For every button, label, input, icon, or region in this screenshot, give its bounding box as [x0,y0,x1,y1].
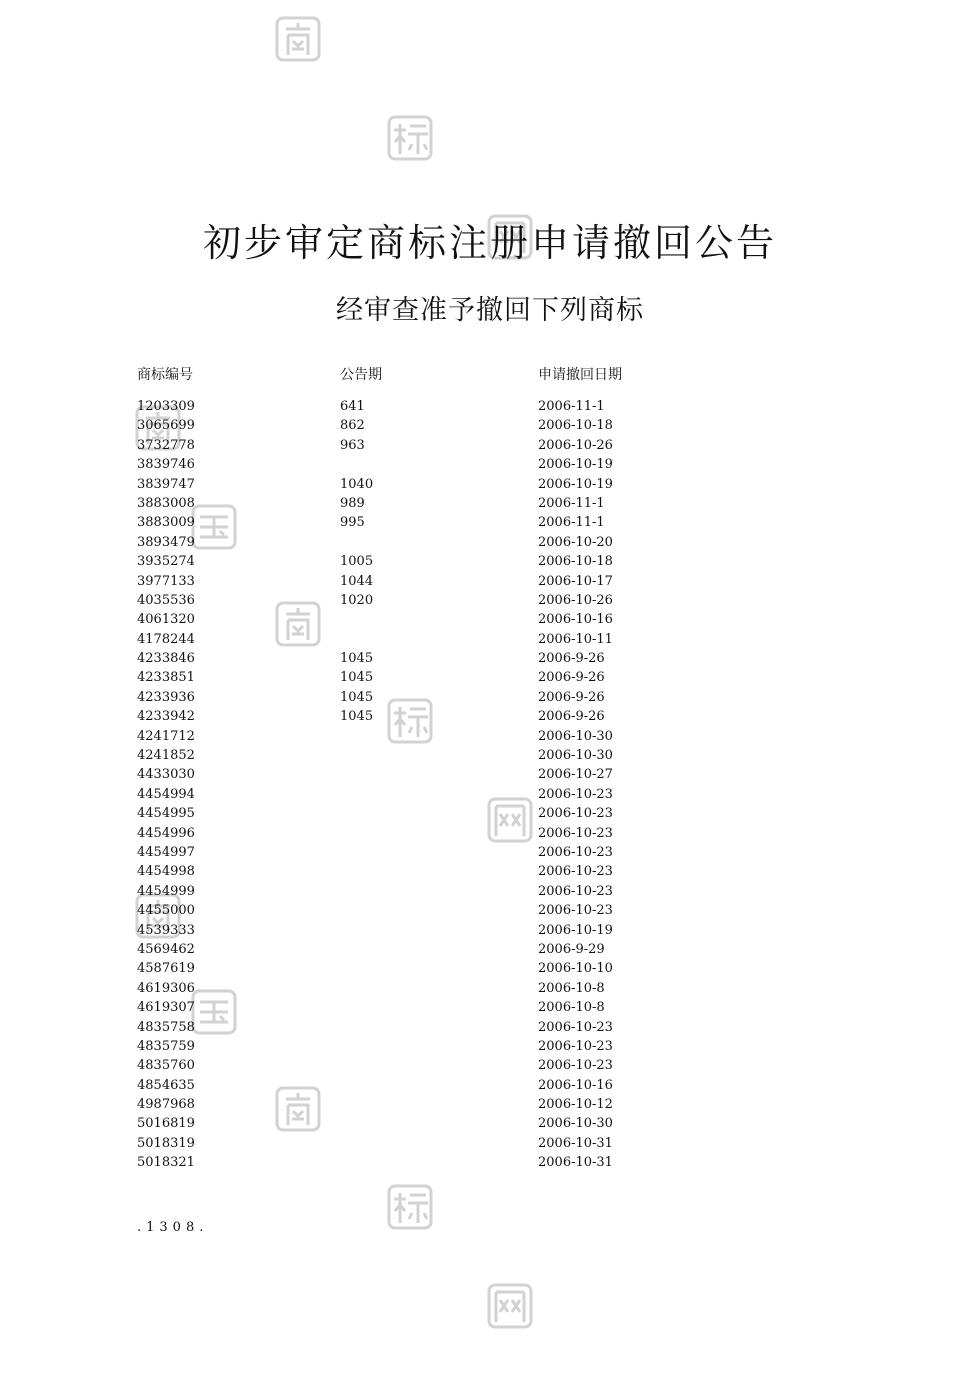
withdraw-date-cell: 2006-10-30 [538,748,613,764]
table-row [0,552,980,571]
withdraw-date-cell: 2006-10-12 [538,1097,613,1113]
mark-number-cell: 4454995 [137,806,195,822]
withdraw-date-cell: 2006-9-26 [538,709,605,725]
announcement-cell: 1045 [340,670,374,686]
mark-number-cell: 3977133 [137,573,195,589]
table-row [0,610,980,629]
column-header-withdraw-date: 申请撤回日期 [538,367,622,383]
watermark-biao-icon [386,1183,434,1231]
withdraw-date-cell: 2006-10-23 [538,864,613,880]
mark-number-cell: 4854635 [137,1077,195,1093]
withdraw-date-cell: 2006-10-30 [538,1116,613,1132]
announcement-cell: 995 [340,515,365,531]
mark-number-cell: 4433030 [137,767,195,783]
mark-number-cell: 4619307 [137,1000,195,1016]
watermark-biao-icon [386,114,434,162]
mark-number-cell: 3065699 [137,418,195,434]
mark-number-cell: 4233936 [137,689,195,705]
mark-number-cell: 3883009 [137,515,195,531]
mark-number-cell: 4454996 [137,825,195,841]
table-row [0,1095,980,1114]
mark-number-cell: 3732778 [137,437,195,453]
mark-number-cell: 4835760 [137,1058,195,1074]
withdraw-date-cell: 2006-11-1 [538,515,605,531]
document-title: 初步审定商标注册申请撤回公告 [202,221,777,265]
table-row [0,1134,980,1153]
table-row [0,494,980,513]
announcement-cell: 1045 [340,709,374,725]
withdraw-date-cell: 2006-10-27 [538,767,613,783]
withdraw-date-cell: 2006-10-30 [538,728,613,744]
table-row [0,416,980,435]
withdraw-date-cell: 2006-10-26 [538,437,613,453]
mark-number-cell: 4233942 [137,709,195,725]
table-row [0,804,980,823]
table-row [0,785,980,804]
mark-number-cell: 4454999 [137,883,195,899]
table-row [0,979,980,998]
mark-number-cell: 3893479 [137,534,195,550]
withdrawal-table [0,397,980,1173]
table-row [0,688,980,707]
table-row [0,572,980,591]
announcement-cell: 641 [340,399,365,414]
table-row [0,455,980,474]
announcement-cell: 1044 [340,573,374,589]
withdraw-date-cell: 2006-10-16 [538,1077,613,1093]
table-row [0,824,980,843]
mark-number-cell: 4539333 [137,922,195,938]
withdraw-date-cell: 2006-10-23 [538,786,613,802]
mark-number-cell: 1203309 [137,399,195,414]
table-row [0,843,980,862]
mark-number-cell: 4619306 [137,980,195,996]
mark-number-cell: 3883008 [137,495,195,511]
table-row [0,921,980,940]
mark-number-cell: 4061320 [137,612,195,628]
table-row [0,1018,980,1037]
table-row [0,1056,980,1075]
announcement-cell: 1020 [340,592,374,608]
withdraw-date-cell: 2006-10-31 [538,1135,613,1151]
column-header-mark-number: 商标编号 [137,367,193,383]
document-subtitle: 经审查准予撤回下列商标 [336,295,644,326]
withdraw-date-cell: 2006-10-26 [538,592,613,608]
table-row [0,649,980,668]
table-row [0,959,980,978]
table-row [0,901,980,920]
page-number: .1308. [137,1220,209,1235]
mark-number-cell: 3935274 [137,554,195,570]
table-row [0,1114,980,1133]
table-row [0,765,980,784]
mark-number-cell: 5016819 [137,1116,195,1132]
withdraw-date-cell: 2006-10-17 [538,573,613,589]
withdraw-date-cell: 2006-10-23 [538,1019,613,1035]
withdraw-date-cell: 2006-10-23 [538,806,613,822]
withdraw-date-cell: 2006-10-23 [538,844,613,860]
withdraw-date-cell: 2006-11-1 [538,495,605,511]
withdraw-date-cell: 2006-10-18 [538,418,613,434]
withdraw-date-cell: 2006-10-10 [538,961,613,977]
table-row [0,513,980,532]
table-row [0,940,980,959]
mark-number-cell: 4835759 [137,1038,195,1054]
withdraw-date-cell: 2006-11-1 [538,399,605,414]
withdraw-date-cell: 2006-10-23 [538,883,613,899]
mark-number-cell: 4455000 [137,903,195,919]
withdraw-date-cell: 2006-10-8 [538,980,605,996]
table-row [0,727,980,746]
mark-number-cell: 4233846 [137,651,195,667]
withdraw-date-cell: 2006-10-23 [538,825,613,841]
table-row [0,707,980,726]
withdraw-date-cell: 2006-10-19 [538,476,613,492]
mark-number-cell: 3839746 [137,457,195,473]
withdraw-date-cell: 2006-10-19 [538,457,613,473]
withdraw-date-cell: 2006-10-31 [538,1155,613,1171]
table-row [0,862,980,881]
mark-number-cell: 5018319 [137,1135,195,1151]
table-row [0,998,980,1017]
announcement-cell: 862 [340,418,365,434]
withdraw-date-cell: 2006-10-19 [538,922,613,938]
withdraw-date-cell: 2006-9-26 [538,651,605,667]
withdraw-date-cell: 2006-9-26 [538,689,605,705]
withdraw-date-cell: 2006-9-26 [538,670,605,686]
withdraw-date-cell: 2006-10-23 [538,903,613,919]
table-row [0,668,980,687]
watermark-wang-icon [486,1282,534,1330]
table-row [0,436,980,455]
announcement-cell: 989 [340,495,365,511]
announcement-cell: 1005 [340,554,374,570]
table-row [0,746,980,765]
mark-number-cell: 4569462 [137,941,195,957]
table-row [0,630,980,649]
withdraw-date-cell: 2006-10-16 [538,612,613,628]
withdraw-date-cell: 2006-9-29 [538,941,605,957]
table-row [0,1076,980,1095]
mark-number-cell: 4835758 [137,1019,195,1035]
mark-number-cell: 4454997 [137,844,195,860]
withdraw-date-cell: 2006-10-23 [538,1058,613,1074]
mark-number-cell: 4241712 [137,728,195,744]
mark-number-cell: 3839747 [137,476,195,492]
table-row [0,397,980,416]
withdraw-date-cell: 2006-10-18 [538,554,613,570]
mark-number-cell: 4454998 [137,864,195,880]
mark-number-cell: 4035536 [137,592,195,608]
withdraw-date-cell: 2006-10-20 [538,534,613,550]
announcement-cell: 1040 [340,476,374,492]
table-row [0,882,980,901]
table-row [0,533,980,552]
announcement-cell: 1045 [340,689,374,705]
column-header-announcement: 公告期 [340,367,382,383]
withdraw-date-cell: 2006-10-11 [538,631,613,647]
mark-number-cell: 4233851 [137,670,195,686]
mark-number-cell: 4454994 [137,786,195,802]
mark-number-cell: 4178244 [137,631,195,647]
mark-number-cell: 4241852 [137,748,195,764]
withdraw-date-cell: 2006-10-8 [538,1000,605,1016]
mark-number-cell: 5018321 [137,1155,195,1171]
table-row [0,1037,980,1056]
withdraw-date-cell: 2006-10-23 [538,1038,613,1054]
mark-number-cell: 4987968 [137,1097,195,1113]
table-row [0,475,980,494]
table-row [0,1153,980,1172]
announcement-cell: 1045 [340,651,374,667]
announcement-cell: 963 [340,437,365,453]
watermark-shang-icon [274,15,322,63]
mark-number-cell: 4587619 [137,961,195,977]
table-row [0,591,980,610]
